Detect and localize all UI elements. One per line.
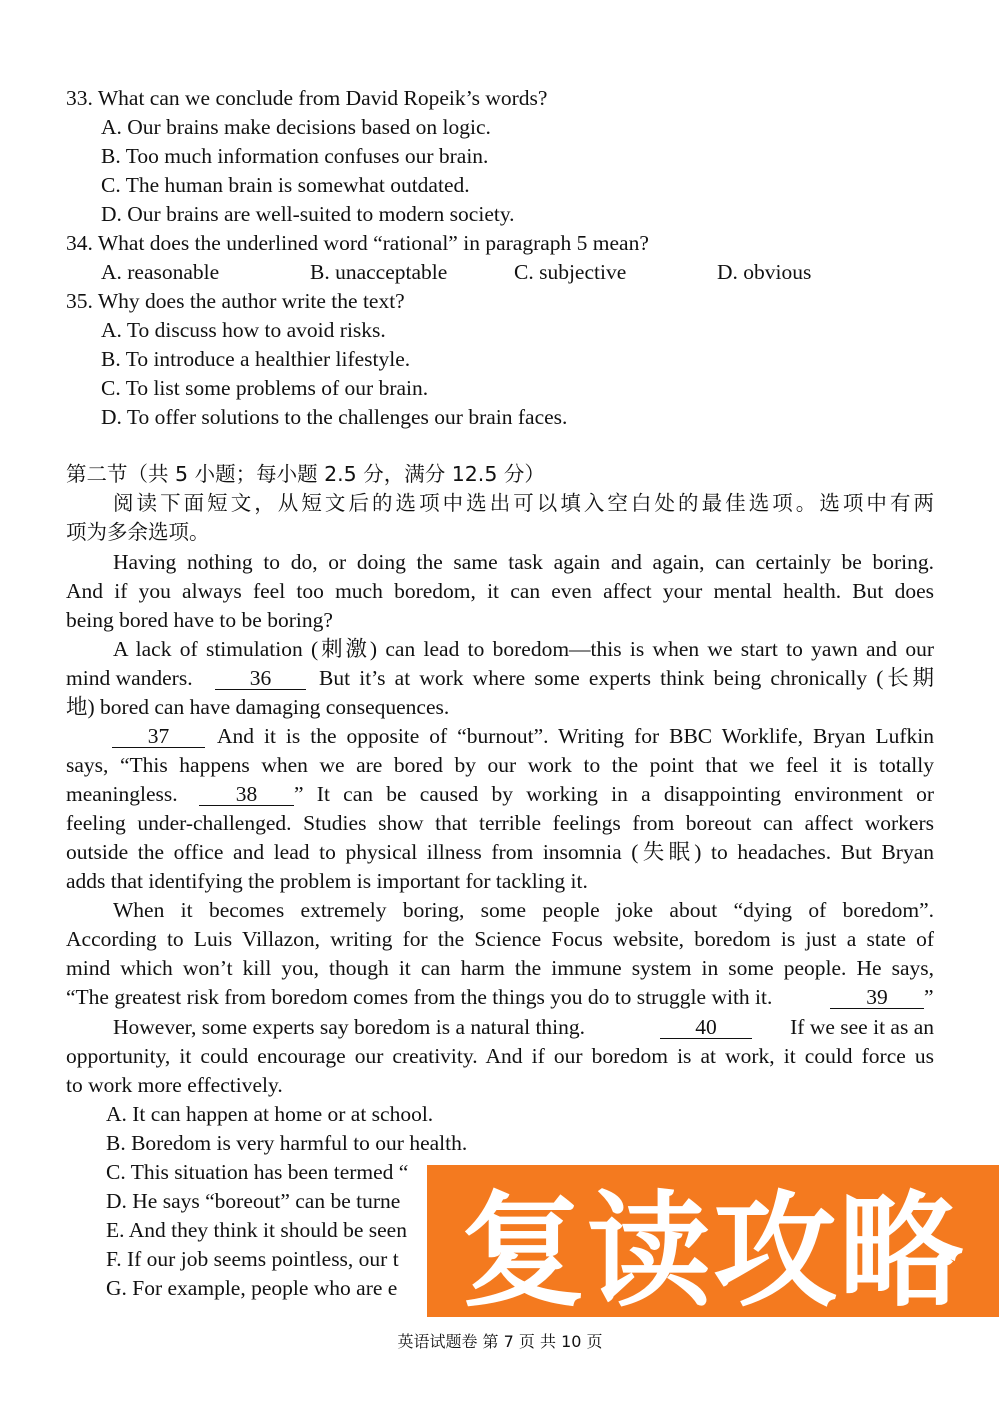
blank-38: 38: [199, 783, 294, 806]
question-33-option-c: C. The human brain is somewhat outdated.: [101, 173, 470, 197]
passage-line: [113, 1013, 934, 1042]
passage-line: outside the office and lead to physical illness from insomnia (失眠) to headaches. But Bryan: [66, 840, 934, 864]
passage-text: mind wanders.: [66, 666, 193, 690]
section-2-instruction-line-2: 项为多余选项。: [66, 520, 210, 544]
passage-line: adds that identifying the problem is important for tackling it.: [66, 869, 588, 893]
blank-39: 39: [830, 986, 924, 1009]
passage-text: ” It can be caused by working in a disappointing environment or: [294, 782, 934, 806]
question-35-option-c: C. To list some problems of our brain.: [101, 376, 429, 400]
passage-line: mind which won’t kill you, though it can harm the immune system in some people. He says,: [66, 956, 934, 980]
question-35-stem: 35. Why does the author write the text?: [66, 289, 405, 313]
passage-line: [66, 664, 934, 693]
choice-g: G. For example, people who are e: [106, 1276, 398, 1300]
section-2-instruction-line-1: 阅读下面短文，从短文后的选项中选出可以填入空白处的最佳选项。选项中有两: [113, 491, 934, 515]
choice-b: B. Boredom is very harmful to our health.: [106, 1131, 468, 1155]
passage-text: And it is the opposite of “burnout”. Writing for BBC Worklife, Bryan Lufkin: [217, 724, 934, 748]
passage-line: Having nothing to do, or doing the same task again and again, can certainly be boring.: [113, 550, 934, 574]
section-2-title: 第二节（共 5 小题；每小题 2.5 分，满分 12.5 分）: [66, 462, 545, 486]
choice-e: E. And they think it should be seen: [106, 1218, 407, 1242]
question-34-option-b: B. unacceptable: [310, 260, 448, 284]
passage-line: When it becomes extremely boring, some people joke about “dying of boredom”.: [113, 898, 934, 922]
passage-line: [66, 722, 934, 751]
question-35-option-d: D. To offer solutions to the challenges our brain faces.: [101, 405, 568, 429]
choice-c: C. This situation has been termed “: [106, 1160, 409, 1184]
page-footer: 英语试题卷 第 7 页 共 10 页: [397, 1332, 603, 1351]
passage-text: “The greatest risk from boredom comes from the things you do to struggle with it.: [66, 985, 773, 1009]
passage-text: However, some experts say boredom is a natural thing.: [113, 1015, 586, 1039]
passage-line: And if you always feel too much boredom, it can even affect your mental health. But does: [66, 579, 934, 603]
passage-text: If we see it as an: [790, 1015, 934, 1039]
question-33-option-b: B. Too much information confuses our brain.: [101, 144, 489, 168]
choice-a: A. It can happen at home or at school.: [106, 1102, 434, 1126]
passage-text: meaningless.: [66, 782, 178, 806]
passage-line: 地) bored can have damaging consequences.: [66, 695, 450, 719]
passage-line: According to Luis Villazon, writing for the Science Focus website, boredom is just a state of: [66, 927, 934, 951]
blank-37: 37: [112, 725, 205, 748]
passage-text: ”: [924, 985, 934, 1009]
watermark-stamp: 复读攻略: [427, 1165, 999, 1317]
passage-line: being bored have to be boring?: [66, 608, 333, 632]
question-34-options: [101, 258, 934, 287]
question-34-option-a: A. reasonable: [101, 260, 220, 284]
question-34-stem: 34. What does the underlined word “rational” in paragraph 5 mean?: [66, 231, 649, 255]
passage-line: says, “This happens when we are bored by our work to the point that we feel it is totally: [66, 753, 934, 777]
passage-line: A lack of stimulation (刺激) can lead to boredom—this is when we start to yawn and our: [113, 637, 934, 661]
question-35-option-b: B. To introduce a healthier lifestyle.: [101, 347, 411, 371]
question-34-option-d: D. obvious: [717, 260, 812, 284]
passage-line: feeling under-challenged. Studies show that terrible feelings from boreout can affect workers: [66, 811, 934, 835]
passage-line: [66, 780, 934, 809]
passage-line: opportunity, it could encourage our creativity. And if our boredom is at work, it could force us: [66, 1044, 934, 1068]
blank-36: 36: [215, 667, 306, 690]
passage-text: But it’s at work where some experts think being chronically (长期: [319, 666, 934, 690]
question-34-option-c: C. subjective: [514, 260, 627, 284]
choice-f: F. If our job seems pointless, our t: [106, 1247, 399, 1271]
question-33-option-a: A. Our brains make decisions based on logic.: [101, 115, 491, 139]
blank-40: 40: [660, 1016, 752, 1039]
question-35-option-a: A. To discuss how to avoid risks.: [101, 318, 386, 342]
passage-line: [66, 983, 934, 1012]
question-33-stem: 33. What can we conclude from David Ropeik’s words?: [66, 86, 548, 110]
question-33-option-d: D. Our brains are well-suited to modern society.: [101, 202, 515, 226]
passage-line: to work more effectively.: [66, 1073, 283, 1097]
choice-d: D. He says “boreout” can be turne: [106, 1189, 401, 1213]
